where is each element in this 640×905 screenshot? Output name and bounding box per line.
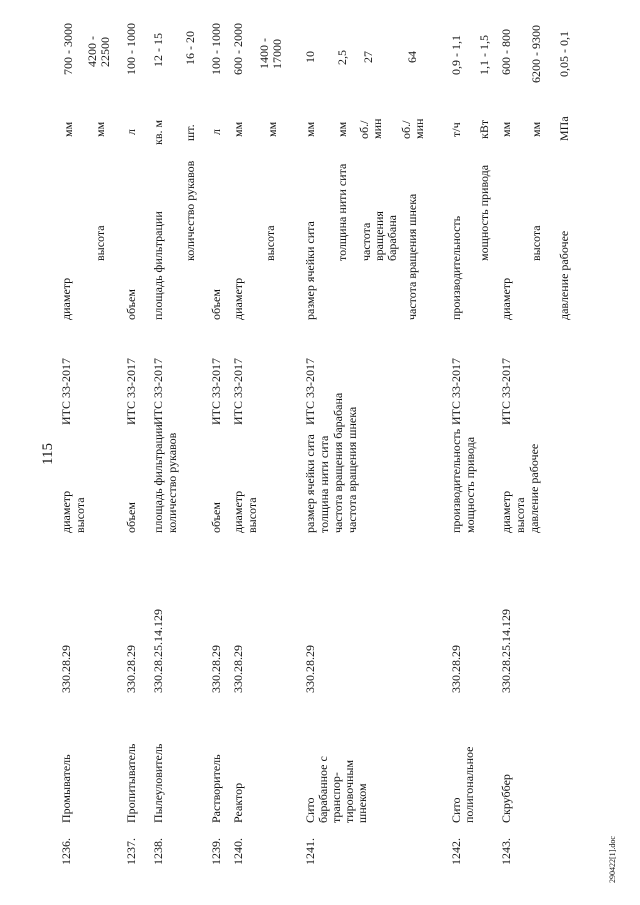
row-number: 1236. <box>59 838 73 865</box>
its-reference: ИТС 33-2017 <box>303 358 317 425</box>
detail-parameter: высота <box>529 225 543 261</box>
row-number: 1238. <box>151 838 165 865</box>
parameter: частота вращения шнека <box>345 406 359 533</box>
parameter: объем <box>124 502 138 533</box>
page-number: 115 <box>40 443 56 465</box>
equipment-name: Растворитель <box>209 754 223 823</box>
detail-parameter: площадь фильтрации <box>151 211 165 320</box>
value: 2,5 <box>335 50 349 65</box>
value: 600 - 800 <box>499 29 513 75</box>
unit: шт. <box>183 124 197 141</box>
detail-parameter: давление рабочее <box>557 230 571 320</box>
detail-parameter: толщина нити сита <box>335 163 349 261</box>
value: 16 - 20 <box>183 31 197 65</box>
unit: т/ч <box>449 122 463 137</box>
value: 100 - 1000 <box>209 23 223 75</box>
unit: мм <box>93 121 107 137</box>
detail-parameter: диаметр <box>59 277 73 320</box>
parameter: диаметр <box>231 490 245 533</box>
value: 1,1 - 1,5 <box>477 35 491 75</box>
parameter: диаметр <box>59 490 73 533</box>
unit: кв. м <box>151 119 165 145</box>
unit: мм <box>529 121 543 137</box>
value: 27 <box>361 51 375 63</box>
its-reference: ИТС 33-2017 <box>231 358 245 425</box>
footer-filename: 290422[1].doc <box>608 836 617 883</box>
value: 64 <box>405 51 419 63</box>
parameter: площадь фильтрации <box>151 424 165 533</box>
detail-parameter: диаметр <box>231 277 245 320</box>
row-number: 1237. <box>124 838 138 865</box>
unit: мм <box>499 121 513 137</box>
equipment-name: Пылеуловитель <box>151 743 165 823</box>
row-number: 1242. <box>449 838 463 865</box>
its-reference: ИТС 33-2017 <box>124 358 138 425</box>
detail-parameter: размер ячейки сита <box>303 221 317 320</box>
value: 1400 - 17000 <box>257 38 284 69</box>
parameter: давление рабочее <box>527 443 541 533</box>
row-number: 1243. <box>499 838 513 865</box>
value: 0,9 - 1,1 <box>449 35 463 75</box>
its-reference: ИТС 33-2017 <box>499 358 513 425</box>
parameter: частота вращения барабана <box>331 392 345 533</box>
row-number: 1240. <box>231 838 245 865</box>
detail-parameter: высота <box>263 225 277 261</box>
unit: мм <box>231 121 245 137</box>
parameter: производительность <box>449 428 463 533</box>
its-reference: ИТС 33-2017 <box>59 358 73 425</box>
detail-parameter: количество рукавов <box>183 160 197 261</box>
unit: л <box>209 129 223 135</box>
its-reference: ИТС 33-2017 <box>151 358 165 425</box>
parameter: высота <box>245 497 259 533</box>
value: 100 - 1000 <box>124 23 138 75</box>
equipment-name: Реактор <box>231 782 245 823</box>
value: 6200 - 9300 <box>529 25 543 83</box>
detail-parameter: высота <box>93 225 107 261</box>
value: 12 - 15 <box>151 33 165 67</box>
okpd2-code: 330.28.29 <box>124 645 138 693</box>
unit: мм <box>335 121 349 137</box>
parameter: высота <box>513 497 527 533</box>
detail-parameter: объем <box>209 289 223 320</box>
okpd2-code: 330.28.25.14.129 <box>151 609 165 693</box>
value: 4200 - 22500 <box>85 36 112 67</box>
unit: л <box>124 129 138 135</box>
unit: мм <box>265 121 279 137</box>
its-reference: ИТС 33-2017 <box>449 358 463 425</box>
value: 0,05 - 0,1 <box>557 31 571 77</box>
equipment-name: Скруббер <box>499 774 513 823</box>
okpd2-code: 330.28.25.14.129 <box>499 609 513 693</box>
okpd2-code: 330.28.29 <box>59 645 73 693</box>
okpd2-code: 330.28.29 <box>209 645 223 693</box>
okpd2-code: 330.28.29 <box>303 645 317 693</box>
value: 600 - 2000 <box>231 23 245 75</box>
unit: мм <box>303 121 317 137</box>
unit: МПа <box>557 116 571 141</box>
its-reference: ИТС 33-2017 <box>209 358 223 425</box>
parameter: толщина нити сита <box>317 435 331 533</box>
equipment-name: Сито полигональное <box>449 746 476 823</box>
unit: об./ мин <box>357 118 384 139</box>
parameter: мощность привода <box>463 436 477 533</box>
detail-parameter: диаметр <box>499 277 513 320</box>
unit: об./ мин <box>399 118 426 139</box>
detail-parameter: производительность <box>449 215 463 320</box>
unit: мм <box>61 121 75 137</box>
row-number: 1241. <box>303 838 317 865</box>
parameter: высота <box>73 497 87 533</box>
parameter: размер ячейки сита <box>303 434 317 533</box>
equipment-name: Пропитыватель <box>124 743 138 823</box>
detail-parameter: частота вращения шнека <box>405 193 419 320</box>
unit: кВт <box>477 119 491 139</box>
detail-parameter: частота вращения барабана <box>359 211 399 261</box>
detail-parameter: объем <box>124 289 138 320</box>
equipment-name: Сито барабанное с транспор-тировочным шнеком <box>303 756 369 823</box>
value: 10 <box>303 51 317 63</box>
parameter: диаметр <box>499 490 513 533</box>
parameter: количество рукавов <box>165 432 179 533</box>
parameter: объем <box>209 502 223 533</box>
row-number: 1239. <box>209 838 223 865</box>
okpd2-code: 330.28.29 <box>231 645 245 693</box>
equipment-name: Промыватель <box>59 754 73 823</box>
detail-parameter: мощность привода <box>477 164 491 261</box>
value: 700 - 3000 <box>61 23 75 75</box>
okpd2-code: 330.28.29 <box>449 645 463 693</box>
